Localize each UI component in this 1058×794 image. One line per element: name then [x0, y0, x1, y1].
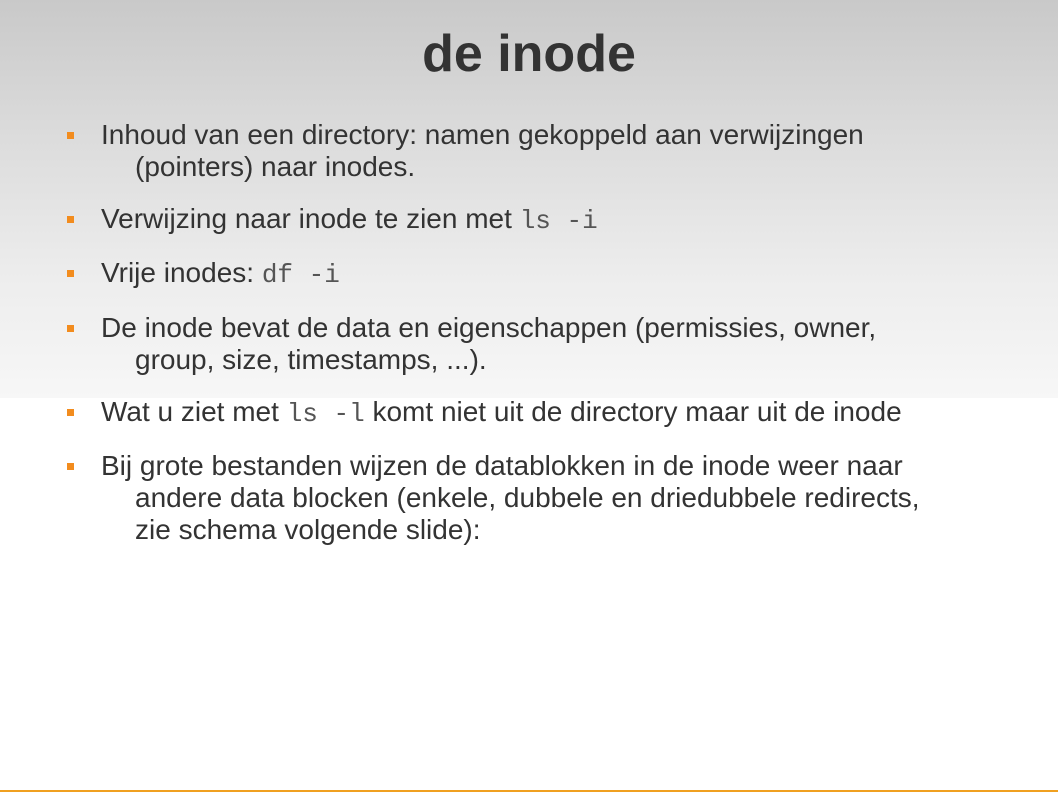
- bullet-marker-icon: [67, 132, 74, 139]
- bullet-text-line: De inode bevat de data en eigenschappen (permissies, owner,: [101, 312, 877, 343]
- bullet-text-line: zie schema volgende slide):: [135, 514, 481, 545]
- bullet-text-line: Inhoud van een directory: namen gekoppeld aan verwijzingen: [101, 119, 864, 150]
- code-command: df -i: [261, 260, 340, 290]
- bullet-text-line: andere data blocken (enkele, dubbele en driedubbele redirects,: [135, 482, 920, 513]
- footer-divider: [0, 790, 1058, 792]
- bullet-marker-icon: [67, 325, 74, 332]
- code-command: ls -i: [519, 206, 598, 236]
- bullet-text-line: Bij grote bestanden wijzen de datablokken in de inode weer naar: [101, 450, 903, 481]
- bullet-marker-icon: [67, 463, 74, 470]
- bullet-text-line: group, size, timestamps, ...).: [135, 344, 487, 375]
- bullet-marker-icon: [67, 216, 74, 223]
- bullet-text: Vrije inodes:: [101, 257, 262, 288]
- bullet-text: komt niet uit de directory maar uit de inode: [364, 396, 902, 427]
- code-command: ls -l: [286, 399, 365, 429]
- bullet-text: Verwijzing naar inode te zien met: [101, 203, 520, 234]
- bullet-item-directory-contents: [101, 119, 1001, 183]
- bullet-item-inode-properties: [101, 312, 1001, 376]
- bullet-marker-icon: [67, 270, 74, 277]
- bullet-item-df-i: [101, 257, 1001, 291]
- bullet-text-line: (pointers) naar inodes.: [135, 151, 416, 182]
- bullet-item-ls-i: [101, 203, 1001, 237]
- bullet-item-ls-l: [101, 396, 1001, 430]
- bullet-text: Wat u ziet met: [101, 396, 287, 427]
- slide-title: de inode: [422, 25, 636, 83]
- bullet-marker-icon: [67, 409, 74, 416]
- bullet-item-large-files: [101, 450, 1001, 546]
